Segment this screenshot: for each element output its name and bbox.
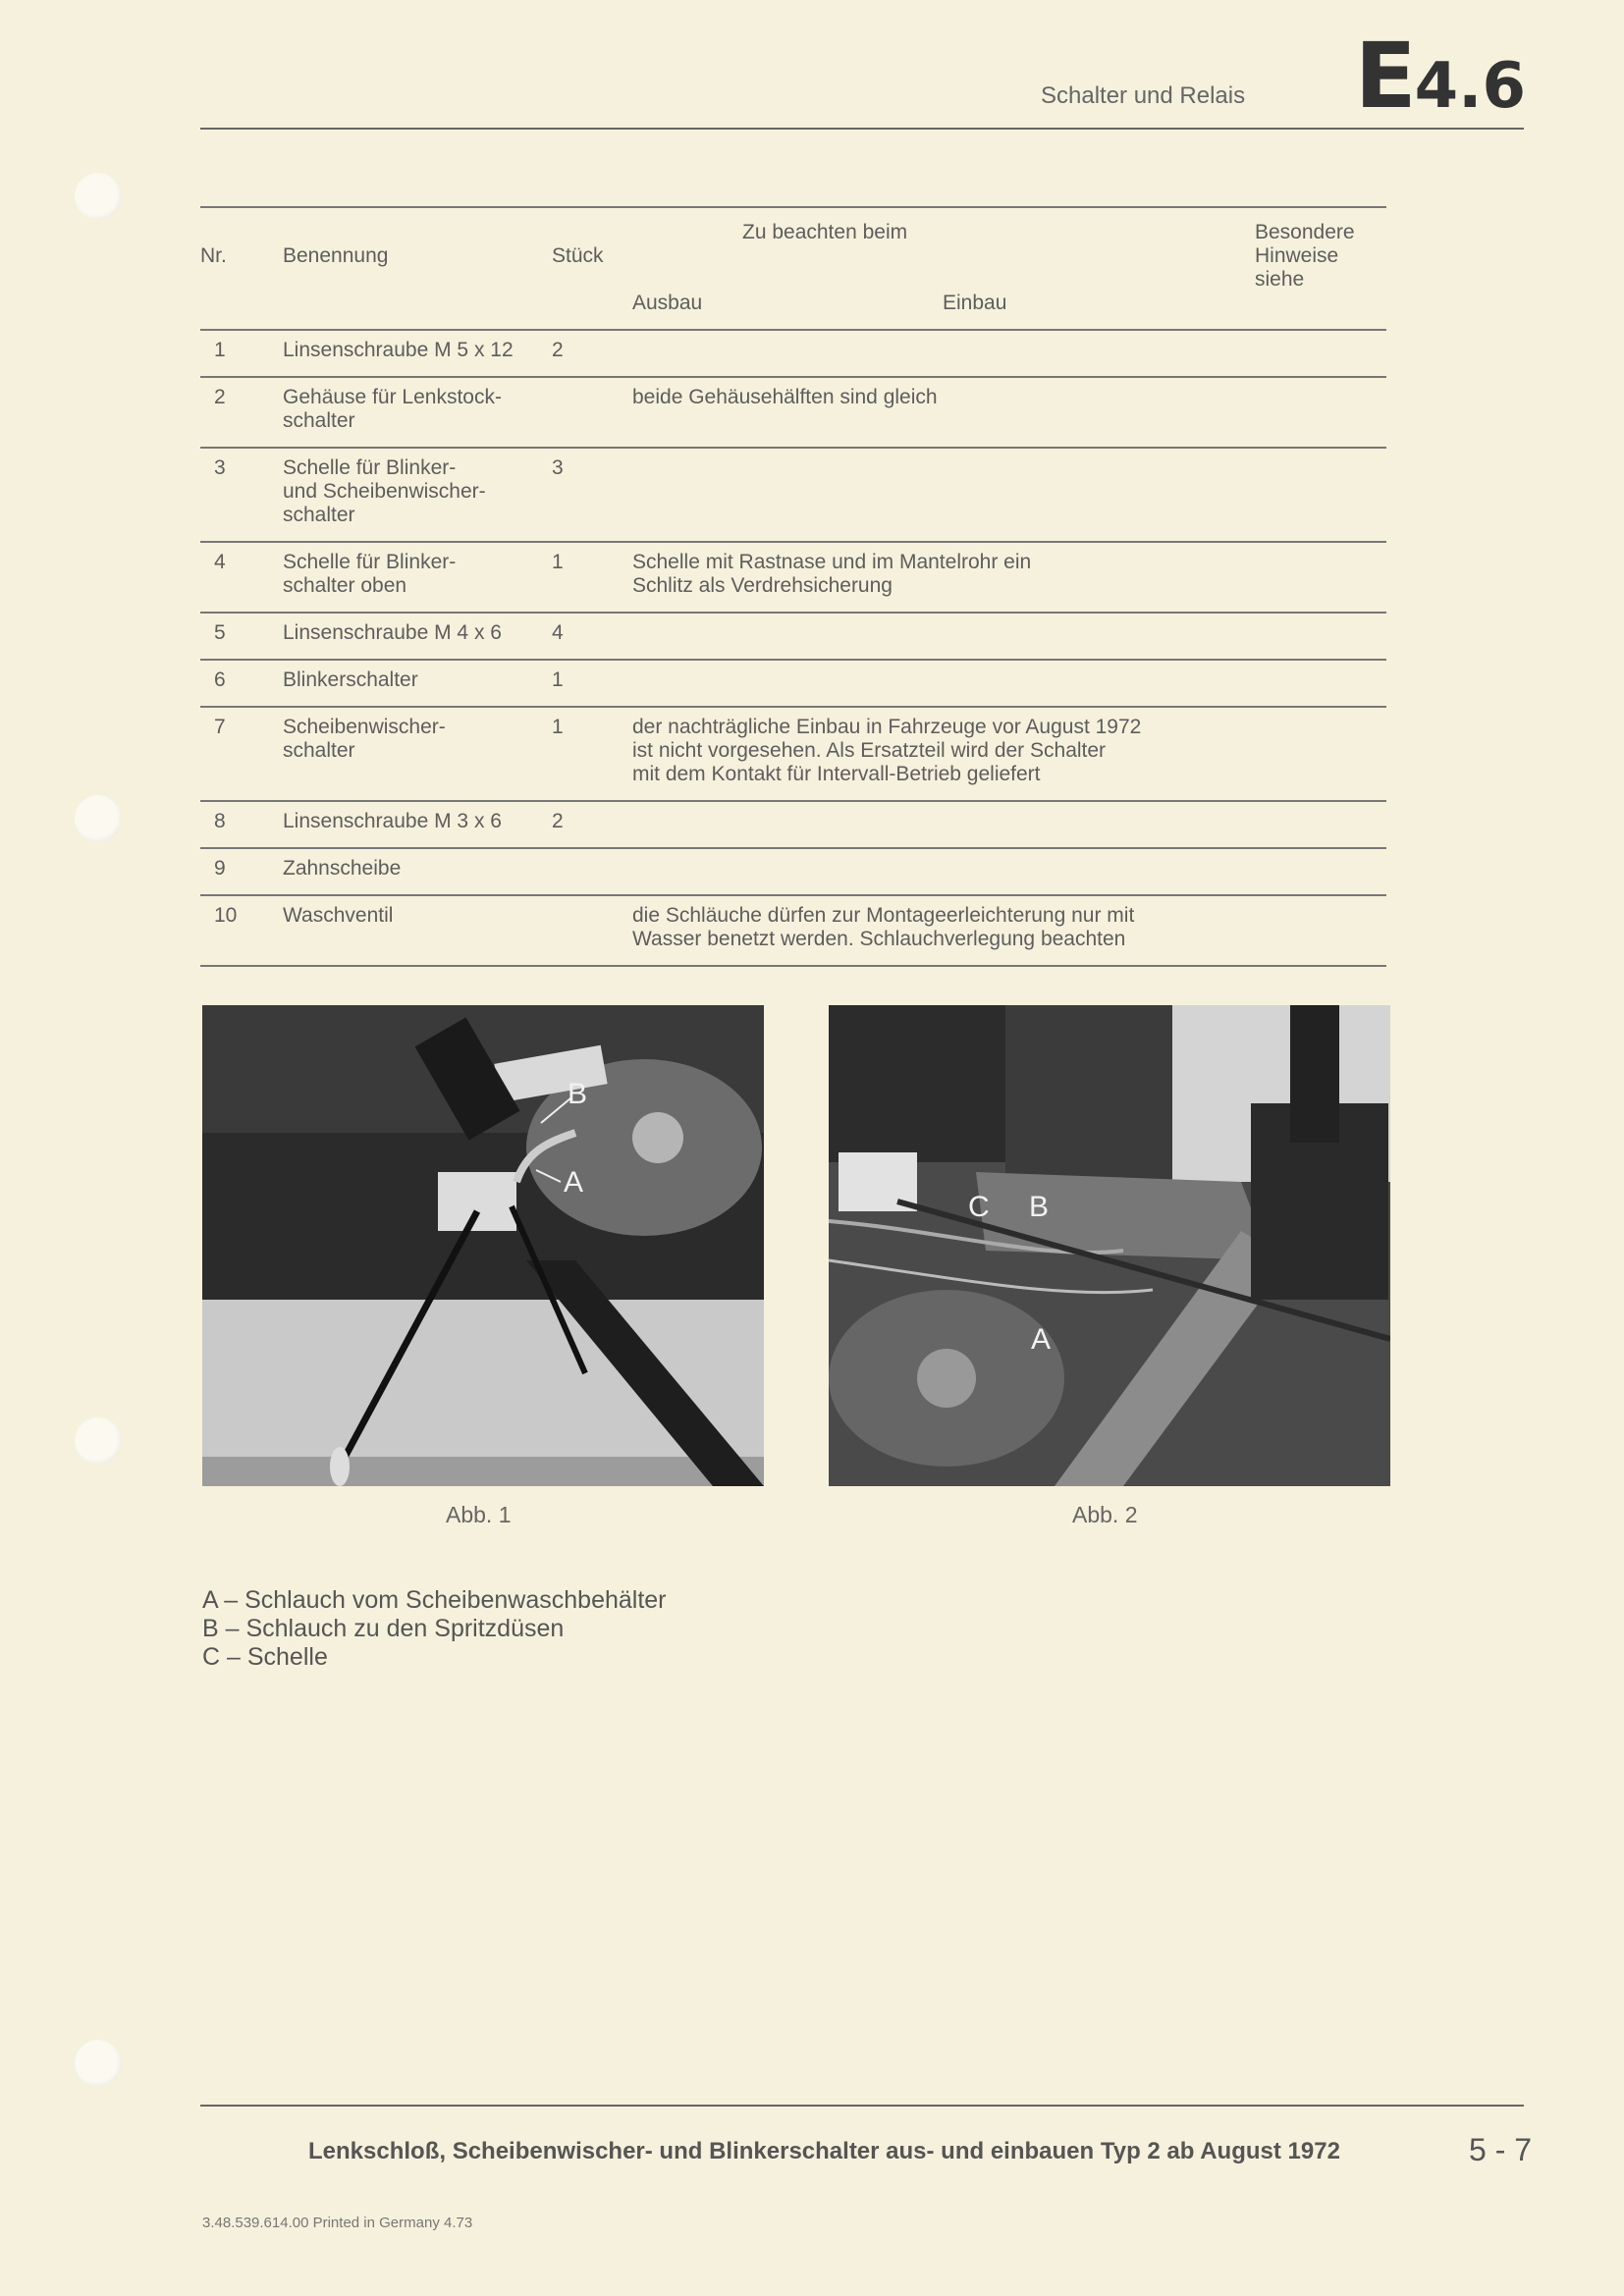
cell-benennung: Linsenschraube M 3 x 6: [283, 801, 552, 848]
header-einbau: Einbau: [943, 292, 1255, 330]
figure-2-photo: [829, 1005, 1390, 1486]
cell-stueck: [552, 895, 632, 966]
cell-benennung: Linsenschraube M 4 x 6: [283, 613, 552, 660]
header-benennung: Benennung: [283, 207, 552, 292]
cell-stueck: 3: [552, 448, 632, 542]
cell-benennung: Zahnscheibe: [283, 848, 552, 895]
parts-table: [200, 206, 1386, 967]
table-row: [200, 448, 1386, 542]
cell-nr: 6: [200, 660, 283, 707]
cell-stueck: 1: [552, 660, 632, 707]
cell-benennung: Waschventil: [283, 895, 552, 966]
figure-1-label-b: B: [568, 1078, 588, 1110]
cell-note: [632, 848, 1386, 895]
table-row: [200, 542, 1386, 613]
cell-nr: 2: [200, 377, 283, 448]
cell-note: [632, 613, 1386, 660]
table-row: [200, 801, 1386, 848]
cell-nr: 7: [200, 707, 283, 801]
cell-stueck: 1: [552, 707, 632, 801]
cell-note: die Schläuche dürfen zur Montageerleichterung nur mit Wasser benetzt werden. Schlauchverlegung beachten: [632, 895, 1386, 966]
cell-note: [632, 330, 1386, 377]
cell-benennung: Schelle für Blinker- schalter oben: [283, 542, 552, 613]
footer-title: Lenkschloß, Scheibenwischer- und Blinkerschalter aus- und einbauen Typ 2 ab August 1972: [308, 2138, 1340, 2164]
cell-nr: 4: [200, 542, 283, 613]
table-row: [200, 330, 1386, 377]
header-stueck: Stück: [552, 207, 632, 292]
cell-nr: 10: [200, 895, 283, 966]
cell-benennung: Schelle für Blinker- und Scheibenwischer- schalter: [283, 448, 552, 542]
figure-1-caption: Abb. 1: [446, 1502, 512, 1527]
table-row: [200, 848, 1386, 895]
section-code-number: 4.6: [1414, 50, 1526, 123]
figure-2-label-c: C: [968, 1191, 990, 1223]
table-row: [200, 377, 1386, 448]
cell-note: beide Gehäusehälften sind gleich: [632, 377, 1386, 448]
cell-note: der nachträgliche Einbau in Fahrzeuge vor August 1972 ist nicht vorgesehen. Als Ersatzteil wird der Schalter mit dem Kontakt für Intervall-Betrieb geliefert: [632, 707, 1386, 801]
legend-item: A – Schlauch vom Scheibenwaschbehälter: [202, 1586, 667, 1614]
figure-1-label-a: A: [564, 1166, 584, 1199]
legend-item: B – Schlauch zu den Spritzdüsen: [202, 1615, 565, 1642]
figure-legend: [202, 1586, 667, 1672]
cell-nr: 8: [200, 801, 283, 848]
section-code-letter: E: [1354, 24, 1415, 129]
print-info: 3.48.539.614.00 Printed in Germany 4.73: [202, 2215, 473, 2231]
cell-benennung: Scheibenwischer- schalter: [283, 707, 552, 801]
figure-2-caption: Abb. 2: [1072, 1502, 1138, 1527]
cell-stueck: 1: [552, 542, 632, 613]
table-row: [200, 613, 1386, 660]
cell-note: [632, 801, 1386, 848]
cell-nr: 3: [200, 448, 283, 542]
punch-hole: [75, 2040, 122, 2087]
cell-nr: 9: [200, 848, 283, 895]
section-code: [1354, 24, 1526, 129]
figure-2-label-b: B: [1029, 1191, 1050, 1223]
punch-hole: [75, 173, 122, 220]
legend-item: C – Schelle: [202, 1643, 328, 1671]
table-row: [200, 707, 1386, 801]
section-label: Schalter und Relais: [1041, 82, 1246, 109]
header-ausbau: Ausbau: [632, 292, 943, 330]
punch-hole: [75, 1417, 122, 1465]
cell-note: [632, 448, 1386, 542]
figure-1-photo: [202, 1005, 764, 1486]
cell-stueck: 2: [552, 801, 632, 848]
cell-stueck: 2: [552, 330, 632, 377]
cell-nr: 1: [200, 330, 283, 377]
cell-benennung: Gehäuse für Lenkstock- schalter: [283, 377, 552, 448]
cell-benennung: Linsenschraube M 5 x 12: [283, 330, 552, 377]
cell-note: [632, 660, 1386, 707]
cell-benennung: Blinkerschalter: [283, 660, 552, 707]
cell-stueck: [552, 848, 632, 895]
table-row: [200, 660, 1386, 707]
cell-stueck: [552, 377, 632, 448]
header-nr: Nr.: [200, 207, 283, 292]
punch-hole: [75, 795, 122, 842]
header-zu-beachten: Zu beachten beim: [632, 207, 1255, 292]
cell-stueck: 4: [552, 613, 632, 660]
header-rule: [200, 128, 1524, 130]
footer-rule: [200, 2105, 1524, 2107]
cell-note: Schelle mit Rastnase und im Mantelrohr ein Schlitz als Verdrehsicherung: [632, 542, 1386, 613]
header-besondere-hinweise: Besondere Hinweise siehe: [1255, 207, 1386, 292]
figure-2-label-a: A: [1031, 1323, 1052, 1356]
page-number: 5 - 7: [1469, 2132, 1533, 2167]
cell-nr: 5: [200, 613, 283, 660]
table-row: [200, 895, 1386, 966]
